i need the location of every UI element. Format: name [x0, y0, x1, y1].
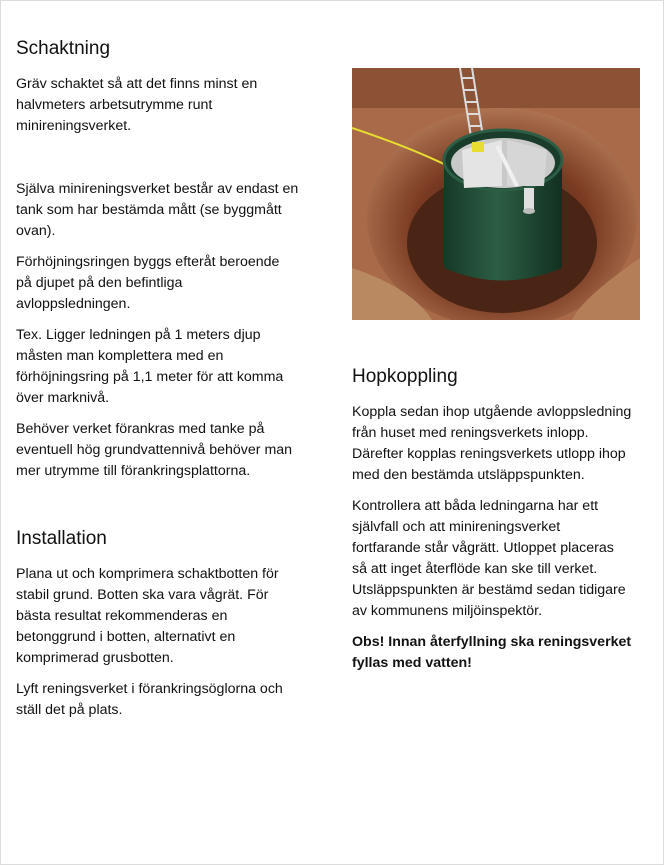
line: förhöjningsring på 1,1 meter för att komma	[16, 369, 284, 385]
line: fyllas med vatten!	[352, 655, 472, 671]
line: fortfarande står vågrätt. Utloppet placeras	[352, 540, 614, 556]
paragraph-schaktning-1	[16, 74, 316, 137]
paragraph-schaktning-2	[16, 179, 316, 242]
line: så att inget återflöde kan ske till verket.	[352, 561, 598, 577]
line: tank som har bestämda mått (se byggmått	[16, 202, 282, 218]
paragraph-installation-2	[16, 679, 316, 721]
line: Behöver verket förankras med tanke på	[16, 421, 265, 437]
line: bästa resultat rekommenderas en	[16, 608, 228, 624]
line: minireningsverket.	[16, 118, 132, 134]
heading-schaktning: Schaktning	[16, 38, 111, 59]
heading-installation: Installation	[16, 528, 107, 549]
paragraph-schaktning-5	[16, 419, 316, 482]
line: av kommunens miljöinspektör.	[352, 603, 543, 619]
line: betonggrund i botten, alternativt en	[16, 629, 236, 645]
line: stabil grund. Botten ska vara vågrät. För	[16, 587, 269, 603]
line: Plana ut och komprimera schaktbotten för	[16, 566, 279, 582]
line: avloppsledningen.	[16, 296, 131, 312]
paragraph-hopkoppling-2	[352, 496, 644, 622]
line: ställ det på plats.	[16, 702, 123, 718]
line: Koppla sedan ihop utgående avloppsledning	[352, 404, 632, 420]
line: självfall och att minireningsverket	[352, 519, 561, 535]
line: ovan).	[16, 223, 56, 239]
paragraph-schaktning-3	[16, 252, 316, 315]
paragraph-hopkoppling-1	[352, 402, 644, 486]
line: över marknivå.	[16, 390, 110, 406]
paragraph-schaktning-4	[16, 325, 316, 409]
line: halvmeters arbetsutrymme runt	[16, 97, 213, 113]
line: Tex. Ligger ledningen på 1 meters djup	[16, 327, 261, 343]
line: måsten man komplettera med en	[16, 348, 224, 364]
line: Gräv schaktet så att det finns minst en	[16, 76, 258, 92]
line: Därefter kopplas reningsverkets utlopp ihop	[352, 446, 626, 462]
line: Kontrollera att båda ledningarna har ett	[352, 498, 599, 514]
paragraph-hopkoppling-warning	[352, 632, 644, 674]
tank-installation-photo	[352, 68, 640, 320]
line: med den bestämda utsläppspunkten.	[352, 467, 585, 483]
paragraph-installation-1	[16, 564, 316, 669]
line: på djupet på den befintliga	[16, 275, 183, 291]
line: eventuell hög grundvattennivå behöver man	[16, 442, 293, 458]
right-column	[352, 68, 644, 674]
line: mer utrymme till förankringsplattorna.	[16, 463, 251, 479]
line: Förhöjningsringen byggs efteråt beroende	[16, 254, 280, 270]
line: Utsläppspunkten är bestämd sedan tidigare	[352, 582, 626, 598]
line: från huset med reningsverkets inlopp.	[352, 425, 589, 441]
line: komprimerad grusbotten.	[16, 650, 174, 666]
line: Obs! Innan återfyllning ska reningsverket	[352, 634, 632, 650]
line: Lyft reningsverket i förankringsöglorna och	[16, 681, 283, 697]
left-column	[16, 36, 316, 721]
line: Själva minireningsverket består av endast en	[16, 181, 299, 197]
heading-hopkoppling: Hopkoppling	[352, 366, 458, 387]
